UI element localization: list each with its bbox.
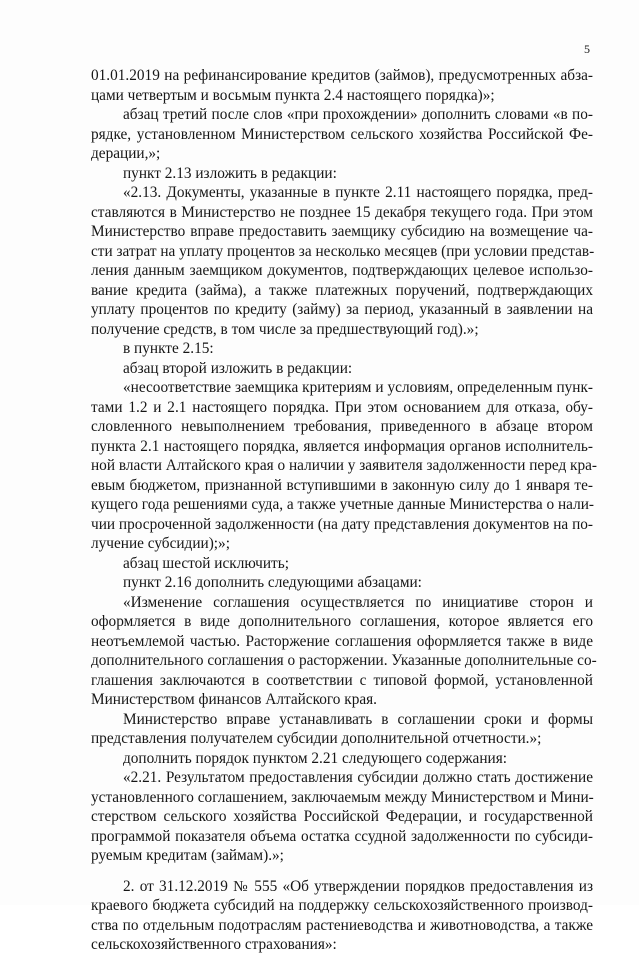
text-line: Министерство вправе устанавливать в соглашении сроки и формы — [123, 710, 593, 728]
text-line: цами четвертым и восьмым пункта 2.4 настоящего порядка)»; — [91, 86, 495, 104]
text-line: ной власти Алтайского края о наличии у заявителя задолженности перед кра- — [91, 457, 598, 474]
text-line: сельскохозяйственного страхования»: — [91, 936, 337, 953]
text-line: кущего года решениями суда, а также учетные данные Министерства о нали- — [91, 496, 594, 513]
text-line: пункт 2.13 изложить в редакции: — [123, 164, 337, 182]
text-line: ства по отдельным подотраслям растениеводства и животноводства, а также — [91, 916, 593, 934]
text-line: руемым кредитам (займам).»; — [91, 847, 284, 864]
text-line: пункт 2.16 дополнить следующими абзацами: — [123, 574, 422, 591]
text-line: в пункте 2.15: — [123, 340, 214, 357]
text-line: получение средств, в том числе за предшествующий год).»; — [91, 320, 479, 338]
text-line: Министерством финансов Алтайского края. — [91, 691, 377, 708]
text-line: Министерство вправе предоставить заемщику субсидию на возмещение ча- — [91, 223, 593, 240]
text-line: неотъемлемой частью. Расторжение соглашения оформляется также в виде — [91, 632, 593, 650]
text-line: 2. от 31.12.2019 № 555 «Об утверждении порядков предоставления из — [123, 877, 593, 895]
text-line: лучение субсидии);»; — [91, 535, 230, 552]
text-line: дополнить порядок пунктом 2.21 следующего содержания: — [123, 749, 507, 767]
text-line: «Изменение соглашения осуществляется по инициативе сторон и — [123, 593, 593, 611]
text-line: ставляются в Министерство не позднее 15 декабря текущего года. При этом — [91, 203, 593, 221]
text-line: стерством сельского хозяйства Российской Федерации, и государственной — [91, 808, 593, 825]
text-line: программой показателя объема остатка ссудной задолженности по субсиди- — [91, 827, 593, 845]
text-line: дерации,»; — [91, 145, 161, 162]
text-line: ления данным заемщиком документов, подтверждающих целевое использо- — [91, 262, 593, 279]
text-line: дополнительного соглашения о расторжении. Указанные дополнительные со- — [91, 652, 597, 669]
text-line: словленного невыполнением требования, приведенного в абзаце втором — [91, 418, 593, 435]
paragraph-gap — [91, 866, 593, 877]
text-line: «несоответствие заемщика критериям и условиям, определенным пунк- — [123, 379, 593, 396]
text-line: оформляется в виде дополнительного соглашения, которое является его — [91, 613, 593, 630]
text-line: чии просроченной задолженности (на дату представления документов на по- — [91, 515, 593, 533]
page-number: 5 — [584, 42, 590, 56]
text-line: абзац второй изложить в редакции: — [123, 359, 353, 377]
document-body — [91, 66, 598, 955]
text-line: представления получателем субсидии дополнительной отчетности.»; — [91, 730, 542, 747]
text-line: 01.01.2019 на рефинансирование кредитов (займов), предусмотренных абза- — [91, 67, 593, 84]
text-line: сти затрат на уплату процентов за несколько месяцев (при условии представ- — [91, 242, 595, 260]
text-line: абзац третий после слов «при прохождении» дополнить словами «в по- — [123, 106, 593, 123]
text-line: «2.21. Результатом предоставления субсидии должно стать достижение — [123, 769, 593, 786]
text-line: краевого бюджета субсидий на поддержку сельскохозяйственного производ- — [91, 897, 593, 914]
text-line: глашения заключаются в соответствии с типовой формой, установленной — [91, 671, 593, 689]
text-line: рядке, установленном Министерством сельского хозяйства Российской Фе- — [91, 125, 593, 143]
text-line: установленного соглашением, заключаемым между Министерством и Мини- — [91, 788, 594, 806]
text-line: «2.13. Документы, указанные в пункте 2.11 настоящего порядка, пред- — [123, 184, 593, 201]
text-line: вание кредита (займа), а также платежных поручений, подтверждающих — [91, 281, 593, 299]
text-line: пункта 2.1 настоящего порядка, является информация органов исполнитель- — [91, 437, 593, 455]
text-line: евым бюджетом, признанной вступившими в законную силу до 1 января те- — [91, 476, 593, 494]
text-line: тами 1.2 и 2.1 настоящего порядка. При этом основанием для отказа, обу- — [91, 398, 593, 416]
text-line: абзац шестой исключить; — [123, 554, 289, 572]
text-line: уплату процентов по кредиту (займу) за период, указанный в заявлении на — [91, 301, 593, 318]
